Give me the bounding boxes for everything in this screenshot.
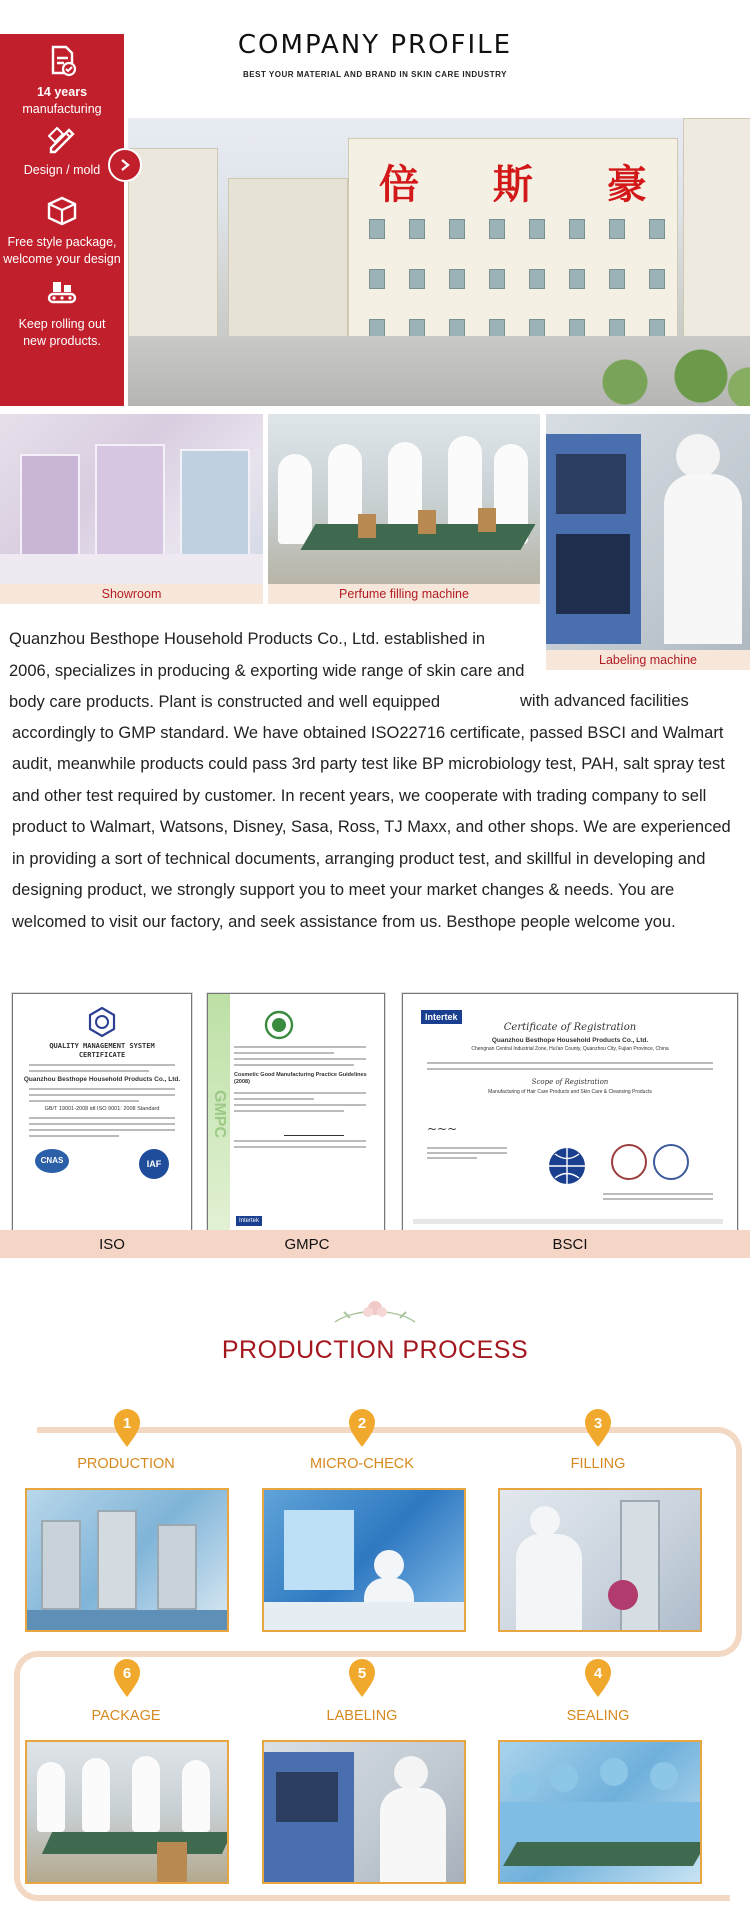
sealing-step-photo <box>498 1740 702 1884</box>
step-badge-4 <box>583 1658 613 1698</box>
svg-text:2: 2 <box>357 1415 367 1432</box>
next-slide-button[interactable] <box>108 148 142 182</box>
feature-design: Design / mold <box>0 122 124 179</box>
conveyor-icon <box>45 276 79 310</box>
package-box-icon <box>45 194 79 228</box>
iso-certificate: QUALITY MANAGEMENT SYSTEM CERTIFICATE Quanzhou Besthope Household Products Co., Ltd. GB/T 19001-2008 idt ISO 9001: 2008 Standard CNAS IAF <box>12 993 192 1233</box>
feature-side-panel <box>0 34 124 406</box>
intertek-logo: Intertek <box>421 1010 462 1024</box>
showroom-photo <box>0 414 263 584</box>
perfume-filling-photo <box>268 414 540 584</box>
showroom-caption: Showroom <box>0 584 263 604</box>
step-label-labeling: LABELING <box>326 1708 398 1724</box>
cqc-logo-icon <box>86 1006 118 1038</box>
page-title: COMPANY PROFILE <box>237 30 513 60</box>
company-intro-text: Quanzhou Besthope Household Products Co., Ltd. established in 2006, specializes in producing & exporting wide range of skin care and body care products. Plant is constructed and well equipped <box>9 630 525 711</box>
document-check-icon <box>45 44 79 78</box>
micro-check-step-photo <box>262 1488 466 1632</box>
bsci-label: BSCI <box>552 1236 588 1253</box>
page-subtitle: BEST YOUR MATERIAL AND BRAND IN SKIN CARE INDUSTRY <box>243 70 507 79</box>
production-process-title: PRODUCTION PROCESS <box>221 1336 529 1364</box>
production-step-photo <box>25 1488 229 1632</box>
cnas-logo: CNAS <box>35 1149 69 1173</box>
labeling-step-photo <box>262 1740 466 1884</box>
step-label-sealing: SEALING <box>566 1708 630 1724</box>
labeling-machine-photo <box>546 414 750 650</box>
flower-ornament-icon <box>330 1292 420 1332</box>
iso-label: ISO <box>99 1236 125 1253</box>
process-track-bottom-line <box>70 1895 730 1901</box>
svg-text:1: 1 <box>122 1415 132 1432</box>
iaf-logo: IAF <box>139 1149 169 1179</box>
svg-text:3: 3 <box>593 1415 603 1432</box>
step-label-micro-check: MICRO-CHECK <box>310 1456 414 1472</box>
chevron-right-icon <box>118 158 132 172</box>
bsci-certificate: Intertek Certificate of Registration Quanzhou Besthope Household Products Co., Ltd. Chengnan Central Industrial Zone, Hui'an County, Quanzhou City, Fujian Province, China Scope of Registration Manufacturing of Hair Care Products and Skin Care & Cleansing Products ~~~ <box>402 993 738 1233</box>
step-label-package: PACKAGE <box>91 1708 161 1724</box>
step-badge-6 <box>112 1658 142 1698</box>
svg-text:5: 5 <box>357 1665 367 1682</box>
intertek-globe-icon <box>545 1144 589 1188</box>
svg-text:6: 6 <box>122 1665 132 1682</box>
step-label-production: PRODUCTION <box>77 1456 175 1472</box>
gmpc-label: GMPC <box>284 1236 330 1253</box>
step-badge-2 <box>347 1408 377 1448</box>
intertek-logo: Intertek <box>236 1216 262 1226</box>
feature-manufacturing: 14 years manufacturing <box>0 44 124 118</box>
labeling-machine-caption: Labeling machine <box>546 650 750 670</box>
factory-hero-image <box>128 118 750 406</box>
pencil-ruler-icon <box>45 122 79 156</box>
filling-step-photo <box>498 1488 702 1632</box>
factory-sign: 倍 斯 豪 <box>379 161 677 208</box>
feature-new-products: Keep rolling out new products. <box>0 276 124 350</box>
gmpc-seal-icon <box>264 1010 294 1040</box>
step-badge-3 <box>583 1408 613 1448</box>
trees <box>568 346 750 406</box>
step-label-filling: FILLING <box>570 1456 626 1472</box>
package-step-photo <box>25 1740 229 1884</box>
step-badge-1 <box>112 1408 142 1448</box>
step-badge-5 <box>347 1658 377 1698</box>
feature-package: Free style package, welcome your design <box>0 194 124 268</box>
company-intro-text-continued: with advanced facilities accordingly to GMP standard. We have obtained ISO22716 certificate, passed BSCI and Walmart audit, meanwhile products could pass 3rd party test like BP microbiology test, PAH, salt spray test and other test required by customer. In recent years, we cooperate with trading company to sell product to Walmart, Watsons, Disney, Sasa, Ross, TJ Maxx, and other shops. We are experienced in providing a sort of technical documents, arranging product test, and skillful in developing and designing product, we strongly support you to meet your market changes & needs. You are welcomed to visit our factory, and seek assistance from us. Besthope people welcome you. <box>12 692 731 931</box>
svg-text:4: 4 <box>593 1665 603 1682</box>
gmpc-certificate: GMPC Cosmetic Good Manufacturing Practice Guidelines (2008) Intertek <box>207 993 385 1233</box>
perfume-filling-caption: Perfume filling machine <box>268 584 540 604</box>
